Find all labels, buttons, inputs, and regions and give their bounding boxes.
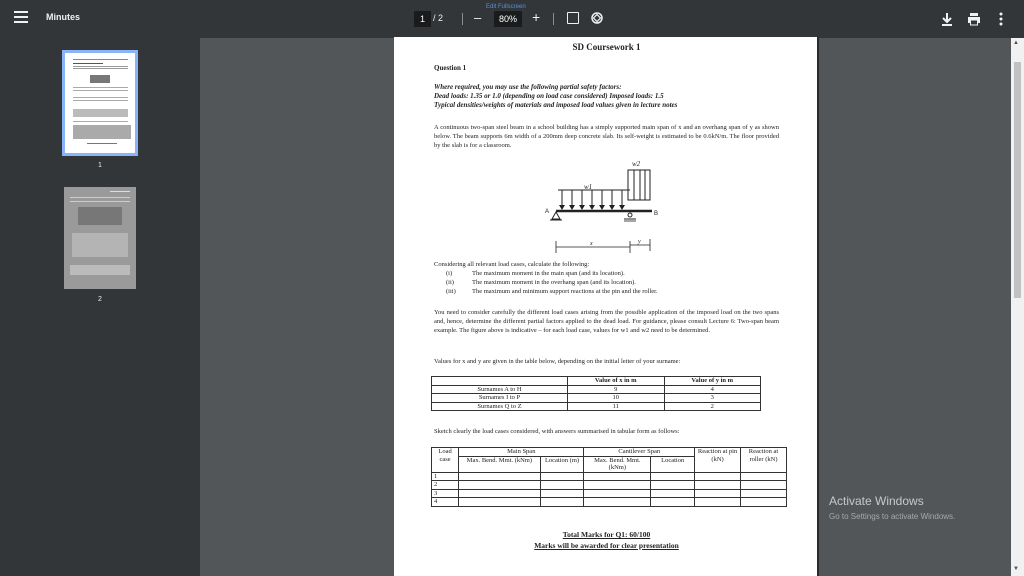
table-header: Reaction at roller (kN) xyxy=(741,448,787,473)
table-cell: 4 xyxy=(432,498,459,507)
document-title: Minutes xyxy=(46,12,81,22)
table-header: Value of y in m xyxy=(664,377,761,386)
question-heading: Question 1 xyxy=(434,64,467,72)
dimensions-table xyxy=(431,376,761,411)
menu-icon[interactable] xyxy=(14,11,28,25)
factors-line: Dead loads: 1.35 or 1.0 (depending on load case considered) Imposed loads: 1.5 xyxy=(434,92,664,100)
more-options-icon[interactable] xyxy=(999,11,1003,27)
factors-line: Typical densities/weights of materials and imposed load values given in lecture notes xyxy=(434,101,678,109)
scrollbar-thumb[interactable] xyxy=(1014,62,1021,298)
factors-line: Where required, you may use the following partial safety factors: xyxy=(434,83,622,91)
print-icon[interactable] xyxy=(967,12,981,26)
beam-diagram xyxy=(544,157,664,261)
item-number: (iii) xyxy=(446,288,456,295)
recorder-watermark: Edit Fullscreen xyxy=(486,4,526,10)
table-cell: 2 xyxy=(664,402,761,411)
load-label-w1: w1 xyxy=(584,183,593,191)
page-title: SD Coursework 1 xyxy=(572,42,641,52)
table-cell: Surnames A to H xyxy=(432,385,568,394)
page-thumbnail-2[interactable] xyxy=(64,187,136,289)
table-cell: 4 xyxy=(664,385,761,394)
table-header: Max. Bend. Mmt. (kNm) xyxy=(584,456,651,472)
table-cell: 2 xyxy=(432,481,459,490)
load-label-w2: w2 xyxy=(632,160,641,168)
table-header: Location xyxy=(651,456,695,472)
results-table xyxy=(431,447,787,507)
page-number-input[interactable]: 1 xyxy=(414,11,431,27)
table-header: Location (m) xyxy=(540,456,584,472)
item-text: The maximum moment in the overhang span (and its location). xyxy=(472,279,636,286)
total-marks: Total Marks for Q1: 60/100 xyxy=(562,530,651,539)
scroll-down-arrow-icon[interactable]: ▼ xyxy=(1013,566,1019,572)
table-cell: Surnames I to P xyxy=(432,394,568,403)
table-cell: 3 xyxy=(432,489,459,498)
table-header: Value of x in m xyxy=(568,377,665,386)
considering-line: Considering all relevant load cases, calculate the following: xyxy=(434,261,590,268)
zoom-in-button[interactable]: + xyxy=(532,9,541,25)
table-row xyxy=(432,402,761,411)
item-number: (i) xyxy=(446,270,453,277)
table-cell: 11 xyxy=(568,402,665,411)
table-cell: 3 xyxy=(664,394,761,403)
table-row xyxy=(432,394,761,403)
table-cell: 9 xyxy=(568,385,665,394)
divider xyxy=(462,13,463,25)
sketch-line: Sketch clearly the load cases considered, with answers summarised in tabular form as follows: xyxy=(434,428,680,435)
support-label-b: B xyxy=(654,211,659,217)
download-icon[interactable] xyxy=(940,11,954,27)
zoom-out-button[interactable]: – xyxy=(474,10,482,25)
intro-paragraph: A continuous two-span steel beam in a school building has a simply supported main span of x and an overhang span of y as shown below. The beam supports 6m width of a 200mm deep concrete slab. Its self-weight is estimated to be 0.6kN/m. The floor provided by the slab is for a classroom. xyxy=(434,124,779,149)
table-cell: 10 xyxy=(568,394,665,403)
item-text: The maximum and minimum support reactions at the pin and the roller. xyxy=(472,288,658,295)
pdf-page xyxy=(394,37,819,576)
fit-to-page-icon[interactable] xyxy=(567,12,579,24)
load-case-paragraph: You need to consider carefully the different load cases arising from the possible application of the imposed load on the two spans and, hence, determine the different partial factors applied to the dead load. For guidance, please consult Lecture 6: Two-span beam example. The figure above is indicative – for each load case, values for w1 and w2 need to be determined. xyxy=(434,309,779,334)
table-header: Main Span xyxy=(459,448,584,457)
table-row xyxy=(432,489,787,498)
item-text: The maximum moment in the main span (and its location). xyxy=(472,270,625,277)
zoom-input[interactable]: 80% xyxy=(494,11,522,27)
values-line: Values for x and y are given in the table below, depending on the initial letter of your surname: xyxy=(434,358,681,365)
table-cell: 1 xyxy=(432,472,459,481)
activate-windows-title: Activate Windows xyxy=(829,494,924,508)
presentation-note: Marks will be awarded for clear presentation xyxy=(534,541,679,550)
pdf-toolbar xyxy=(0,0,1024,38)
table-header: Reaction at pin (kN) xyxy=(695,448,741,473)
span-label-x: x xyxy=(590,241,593,247)
table-header xyxy=(432,377,568,386)
table-row xyxy=(432,498,787,507)
table-header: Load case xyxy=(432,448,459,473)
table-row xyxy=(432,472,787,481)
table-header: Cantilever Span xyxy=(584,448,695,457)
rotate-icon[interactable] xyxy=(590,11,604,25)
support-label-a: A xyxy=(545,209,550,215)
activate-windows-subtitle: Go to Settings to activate Windows. xyxy=(829,512,956,521)
page-thumbnail-1[interactable] xyxy=(62,50,138,156)
thumbnail-label: 2 xyxy=(98,296,102,303)
span-label-y: y xyxy=(638,239,641,245)
page-total: / 2 xyxy=(433,13,444,23)
divider xyxy=(553,13,554,25)
thumbnail-label: 1 xyxy=(98,162,102,169)
scroll-up-arrow-icon[interactable]: ▲ xyxy=(1013,40,1019,46)
item-number: (ii) xyxy=(446,279,454,286)
table-header: Max. Bend. Mmt. (kNm) xyxy=(459,456,540,472)
table-cell: Surnames Q to Z xyxy=(432,402,568,411)
table-row xyxy=(432,385,761,394)
table-row xyxy=(432,481,787,490)
